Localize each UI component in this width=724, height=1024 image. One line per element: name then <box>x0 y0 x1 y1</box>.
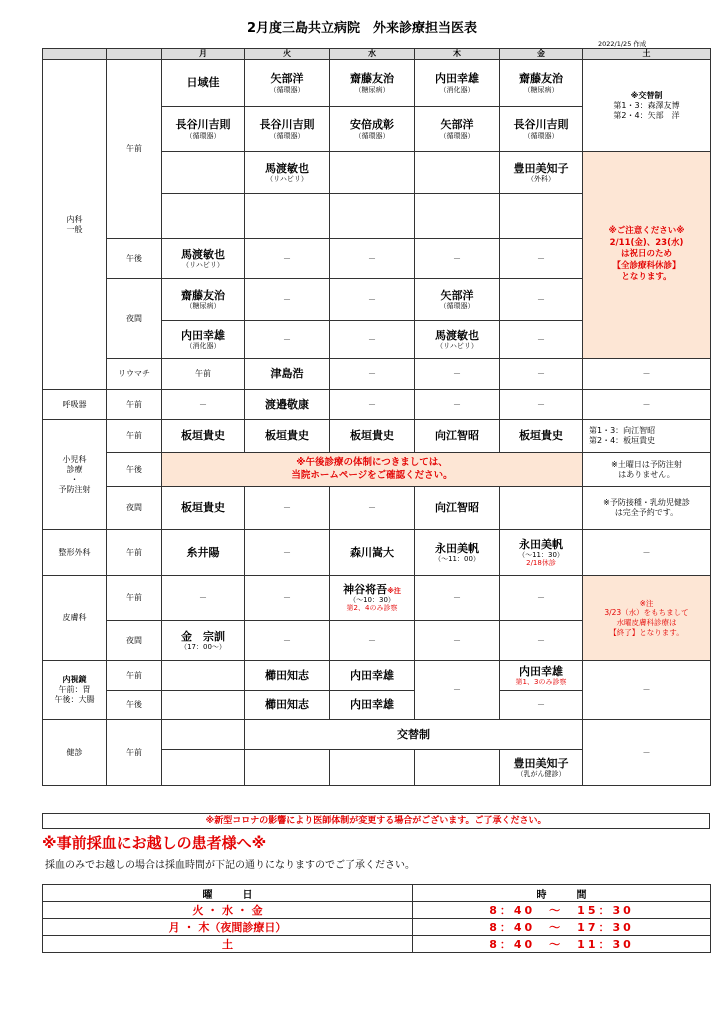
doctor-cell: 永田美帆 （～11：30） 2/18休診 <box>500 530 583 576</box>
doctor-cell: 内田幸雄 （消化器） <box>415 60 500 107</box>
blood-time: 8：40 ～ 11：30 <box>413 936 711 953</box>
empty-dash: － <box>583 390 711 420</box>
doctor-cell: 内田幸雄 第1、3のみ診察 <box>500 661 583 691</box>
day-wed: 水 <box>330 49 415 60</box>
empty-dash: － <box>330 279 415 321</box>
period-am: 午前 <box>107 720 162 786</box>
period-night: 夜間 <box>107 279 162 359</box>
empty-dash: － <box>330 390 415 420</box>
empty-dash: － <box>330 621 415 661</box>
empty-dash: － <box>330 487 415 530</box>
doctor-cell: 日域佳 <box>162 60 245 107</box>
period-pm: 午後 <box>107 239 162 279</box>
holiday-notice: ※ご注意ください※ 2/11(金)、23(水) は祝日のため 【全診療科休診】 となります。 <box>583 152 711 359</box>
empty-dash: － <box>162 576 245 621</box>
empty-dash: － <box>415 576 500 621</box>
empty-dash: － <box>500 576 583 621</box>
empty-dash: － <box>583 530 711 576</box>
dept-respiratory: 呼吸器 <box>43 390 107 420</box>
period-am: 午前 <box>107 390 162 420</box>
empty-dash: － <box>330 359 415 390</box>
doctor-cell: 神谷将吾※注 （～10：30） 第2、4のみ診察 <box>330 576 415 621</box>
doctor-cell: 長谷川吉則 （循環器） <box>162 107 245 152</box>
blood-col-time: 時 間 <box>413 885 711 902</box>
empty-dash: － <box>583 720 711 786</box>
doctor-cell: 森川嵩大 <box>330 530 415 576</box>
table-row <box>43 902 711 919</box>
sat-internal-am: ※交替制 第1・3：森澤友博 第2・4：矢部 洋 <box>583 60 711 152</box>
blood-time: 8：40 ～ 15：30 <box>413 902 711 919</box>
empty-dash: － <box>415 390 500 420</box>
empty-dash: － <box>583 359 711 390</box>
doctor-cell: 齋藤友治 （糖尿病） <box>500 60 583 107</box>
day-thu: 木 <box>415 49 500 60</box>
doctor-cell: 板垣貴史 <box>330 420 415 453</box>
page-title: 2月度三島共立病院 外来診療担当医表 <box>246 21 478 36</box>
doctor-cell: 豊田美知子 （乳がん健診） <box>500 750 583 786</box>
doctor-cell: 長谷川吉則 （循環器） <box>245 107 330 152</box>
empty-dash: － <box>500 321 583 359</box>
covid-notice: ※新型コロナの影響により医師体制が変更する場合がございます。ご了承ください。 <box>42 813 710 829</box>
doctor-cell: 豊田美知子 （外科） <box>500 152 583 194</box>
created-date: 2022/1/25 作成 <box>598 40 647 48</box>
empty-dash: － <box>330 321 415 359</box>
doctor-cell: 内田幸雄 <box>330 691 415 720</box>
sat-pediatrics-pm: ※土曜日は予防注射 はありません。 <box>583 453 711 487</box>
dept-rheumatology: リウマチ <box>107 359 162 390</box>
period-night: 夜間 <box>107 621 162 661</box>
dept-dermatology: 皮膚科 <box>43 576 107 661</box>
empty-dash: － <box>245 279 330 321</box>
dept-pediatrics: 小児科 診療 ・ 予防注射 <box>43 420 107 530</box>
period-am: 午前 <box>162 359 245 390</box>
empty-dash: － <box>162 390 245 420</box>
empty-dash: － <box>500 239 583 279</box>
sat-pediatrics-night: ※予防接種・乳幼児健診 は完全予約です。 <box>583 487 711 530</box>
doctor-cell: 向江智昭 <box>415 487 500 530</box>
period-am: 午前 <box>107 576 162 621</box>
doctor-cell: 馬渡敏也 （リハビリ） <box>415 321 500 359</box>
doctor-cell: 櫛田知志 <box>245 691 330 720</box>
empty-dash: － <box>500 359 583 390</box>
period-pm: 午後 <box>107 453 162 487</box>
doctor-cell: 向江智昭 <box>415 420 500 453</box>
empty-dash: － <box>415 621 500 661</box>
dept-internal: 内科 一般 <box>43 60 107 390</box>
empty-dash: － <box>330 239 415 279</box>
empty-dash: － <box>500 691 583 720</box>
day-tue: 火 <box>245 49 330 60</box>
empty-dash: － <box>245 487 330 530</box>
blood-day: 月 ・ 木（夜間診療日） <box>43 919 413 936</box>
dept-checkup: 健診 <box>43 720 107 786</box>
doctor-cell: 永田美帆 （～11：00） <box>415 530 500 576</box>
empty-dash: － <box>415 661 500 720</box>
doctor-cell: 馬渡敏也 （リハビリ） <box>162 239 245 279</box>
empty-dash: － <box>415 359 500 390</box>
doctor-cell: 矢部洋 （循環器） <box>415 279 500 321</box>
doctor-cell: 齋藤友治 （糖尿病） <box>330 60 415 107</box>
doctor-cell: 安倍成彰 （循環器） <box>330 107 415 152</box>
doctor-cell: 板垣貴史 <box>162 487 245 530</box>
blood-test-heading: ※事前採血にお越しの患者様へ※ <box>42 834 267 852</box>
doctor-cell: 板垣貴史 <box>245 420 330 453</box>
dept-orthopedics: 整形外科 <box>43 530 107 576</box>
empty-dash: － <box>245 239 330 279</box>
pediatrics-pm-notice: ※午後診療の体制につきましては、 当院ホームページをご確認ください。 <box>162 453 583 487</box>
doctor-cell: 齋藤友治 （糖尿病） <box>162 279 245 321</box>
period-pm: 午後 <box>107 691 162 720</box>
doctor-cell: 糸井陽 <box>162 530 245 576</box>
empty-dash: － <box>500 390 583 420</box>
doctor-cell: 津島浩 <box>245 359 330 390</box>
checkup-rotation: 交替制 <box>245 720 583 750</box>
empty-dash: － <box>415 239 500 279</box>
table-row <box>43 936 711 953</box>
table-row <box>43 919 711 936</box>
dermatology-notice: ※注 3/23（水）をもちまして 水曜皮膚科診療は 【終了】となります。 <box>583 576 711 661</box>
period-am: 午前 <box>107 60 162 239</box>
header-row <box>43 49 711 60</box>
doctor-cell: 内田幸雄 （消化器） <box>162 321 245 359</box>
doctor-cell: 馬渡敏也 （リハビリ） <box>245 152 330 194</box>
schedule-table <box>42 48 711 786</box>
blood-day: 火 ・ 水 ・ 金 <box>43 902 413 919</box>
empty-dash: － <box>245 530 330 576</box>
doctor-cell: 板垣貴史 <box>162 420 245 453</box>
doctor-cell: 矢部洋 （循環器） <box>245 60 330 107</box>
blood-time: 8：40 ～ 17：30 <box>413 919 711 936</box>
doctor-cell: 矢部洋 （循環器） <box>415 107 500 152</box>
day-mon: 月 <box>162 49 245 60</box>
blood-test-description: 採血のみでお越しの場合は採血時間が下記の通りになりますのでご了承ください。 <box>45 860 415 871</box>
empty-dash: － <box>245 621 330 661</box>
sat-pediatrics-am: 第1・3：向江智昭 第2・4：板垣貴史 <box>583 420 711 453</box>
doctor-cell: 内田幸雄 <box>330 661 415 691</box>
period-am: 午前 <box>107 530 162 576</box>
empty-dash: － <box>500 621 583 661</box>
doctor-cell: 長谷川吉則 （循環器） <box>500 107 583 152</box>
blood-day: 土 <box>43 936 413 953</box>
day-sat: 土 <box>583 49 711 60</box>
doctor-cell: 渡邉敬康 <box>245 390 330 420</box>
doctor-cell: 板垣貴史 <box>500 420 583 453</box>
empty-dash: － <box>583 661 711 720</box>
period-am: 午前 <box>107 420 162 453</box>
empty-dash: － <box>245 321 330 359</box>
period-night: 夜間 <box>107 487 162 530</box>
dept-endoscopy: 内視鏡 午前：胃 午後：大腸 <box>43 661 107 720</box>
doctor-cell: 金 宗訓 （17：00～） <box>162 621 245 661</box>
day-fri: 金 <box>500 49 583 60</box>
doctor-cell: 櫛田知志 <box>245 661 330 691</box>
empty-dash: － <box>245 576 330 621</box>
empty-dash: － <box>500 279 583 321</box>
period-am: 午前 <box>107 661 162 691</box>
blood-col-day: 曜 日 <box>43 885 413 902</box>
blood-test-table <box>42 884 711 953</box>
